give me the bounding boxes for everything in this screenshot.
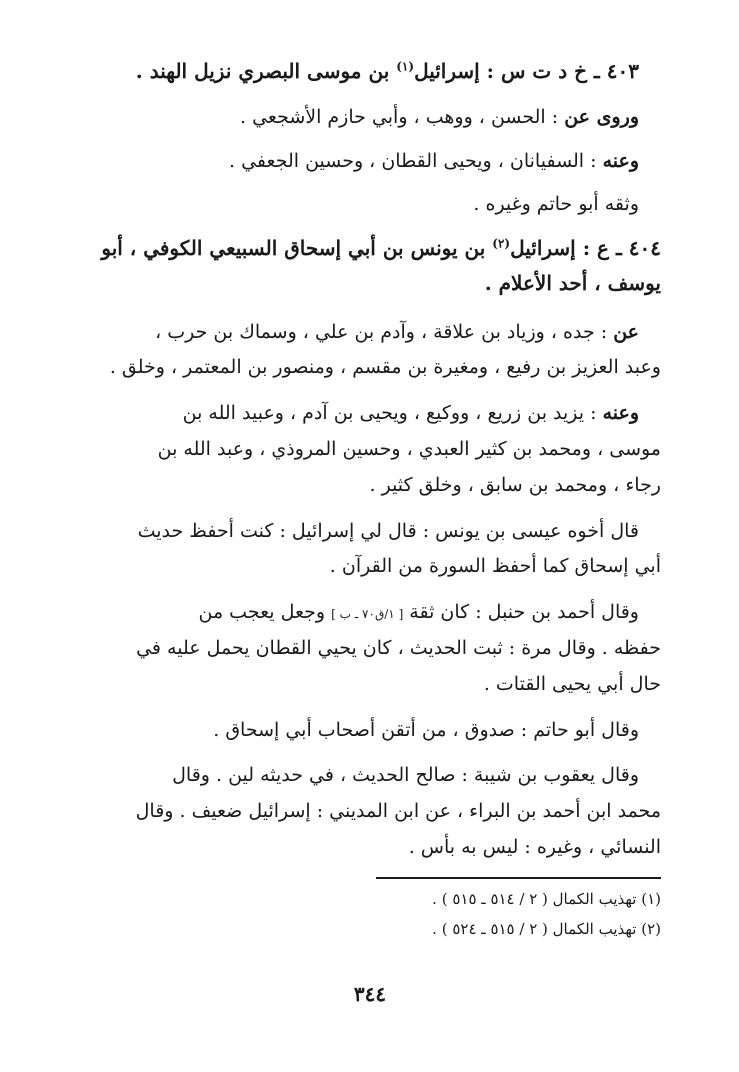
footnote-marker-1: (١) <box>396 59 415 74</box>
narrated-from-label: وروى عن <box>564 106 639 128</box>
entry-404-title: ٤٠٤ ـ ع : إسرائيل <box>510 236 661 260</box>
paragraph-brother-line-1: قال أخوه عيسى بن يونس : قال لي إسرائيل : كنت أحفظ حديث <box>137 520 639 542</box>
ahmad-text-a: وقال أحمد بن حنبل : كان ثقة <box>403 601 639 623</box>
entry-403-grading: وثقه أبو حاتم وغيره . <box>473 193 639 215</box>
from-label: عن <box>613 321 639 343</box>
entry-404-heading-line-2: يوسف ، أحد الأعلام . <box>484 271 661 295</box>
entry-403-title-rest: بن موسى البصري نزيل الهند . <box>135 59 397 83</box>
footnote-marker-2: (٢) <box>492 236 511 251</box>
footnote-2: (٢) تهذيب الكمال ( ٢ / ٥١٥ ـ ٥٢٤ ) . <box>432 920 661 938</box>
entry-404-title-rest: بن يونس بن أبي إسحاق السبيعي الكوفي ، أبو <box>101 236 493 260</box>
entry-404-from-line-1 <box>155 318 639 346</box>
narrated-from-text: : الحسن ، ووهب ، وأبي حازم الأشجعي . <box>240 106 565 128</box>
paragraph-yaqub-line-3: النسائي ، وغيره : ليس به بأس . <box>408 836 661 858</box>
from-text-1: : جده ، وزياد بن علاقة ، وآدم بن علي ، وسماك بن حرب ، <box>155 321 614 343</box>
entry-404-students-line-3: رجاء ، ومحمد بن سابق ، وخلق كثير . <box>369 474 661 496</box>
page-number: ٣٤٤ <box>353 982 387 1006</box>
paragraph-ahmad-line-1 <box>198 598 639 628</box>
paragraph-brother-line-2: أبي إسحاق كما أحفظ السورة من القرآن . <box>329 555 661 577</box>
students-label: وعنه <box>602 402 639 424</box>
paragraph-yaqub-line-1: وقال يعقوب بن شيبة : صالح الحديث ، في حديثه لين . وقال <box>172 764 639 786</box>
entry-403-heading <box>136 57 639 85</box>
manuscript-ref: [ ١/ق٧٠ ـ ب ] <box>331 607 404 621</box>
paragraph-yaqub-line-2: محمد ابن أحمد بن البراء ، عن ابن المديني : إسرائيل ضعيف . وقال <box>135 800 661 822</box>
ahmad-text-b: وجعل يعجب من <box>198 601 332 623</box>
narrators-label: وعنه <box>602 150 639 172</box>
entry-404-students-line-2: موسى ، ومحمد بن كثير العبدي ، وحسين المروذي ، وعبد الله بن <box>157 438 661 460</box>
paragraph-ahmad-line-2: حفظه . وقال مرة : ثبت الحديث ، كان يحيي القطان يحمل عليه في <box>136 637 661 659</box>
entry-404-from-line-2: وعبد العزيز بن رفيع ، ومغيرة بن مقسم ، ومنصور بن المعتمر ، وخلق . <box>109 356 661 378</box>
entry-403-narrators <box>229 147 639 175</box>
entry-404-heading-line-1 <box>101 234 661 262</box>
paragraph-abu-hatim: وقال أبو حاتم : صدوق ، من أتقن أصحاب أبي إسحاق . <box>213 719 639 741</box>
students-text-1: : يزيد بن زريع ، ووكيع ، ويحيى بن آدم ، وعبيد الله بن <box>182 402 603 424</box>
entry-403-narrated-from <box>240 103 639 131</box>
entry-404-students-line-1 <box>183 399 639 427</box>
entry-403-title: ٤٠٣ ـ خ د ت س : إسرائيل <box>414 59 639 83</box>
footnote-1: (١) تهذيب الكمال ( ٢ / ٥١٤ ـ ٥١٥ ) . <box>432 890 661 908</box>
narrators-text: : السفيانان ، ويحيى القطان ، وحسين الجعفي . <box>229 150 603 172</box>
footnote-separator <box>376 877 661 879</box>
paragraph-ahmad-line-3: حال أبي يحيى القتات . <box>483 673 661 695</box>
